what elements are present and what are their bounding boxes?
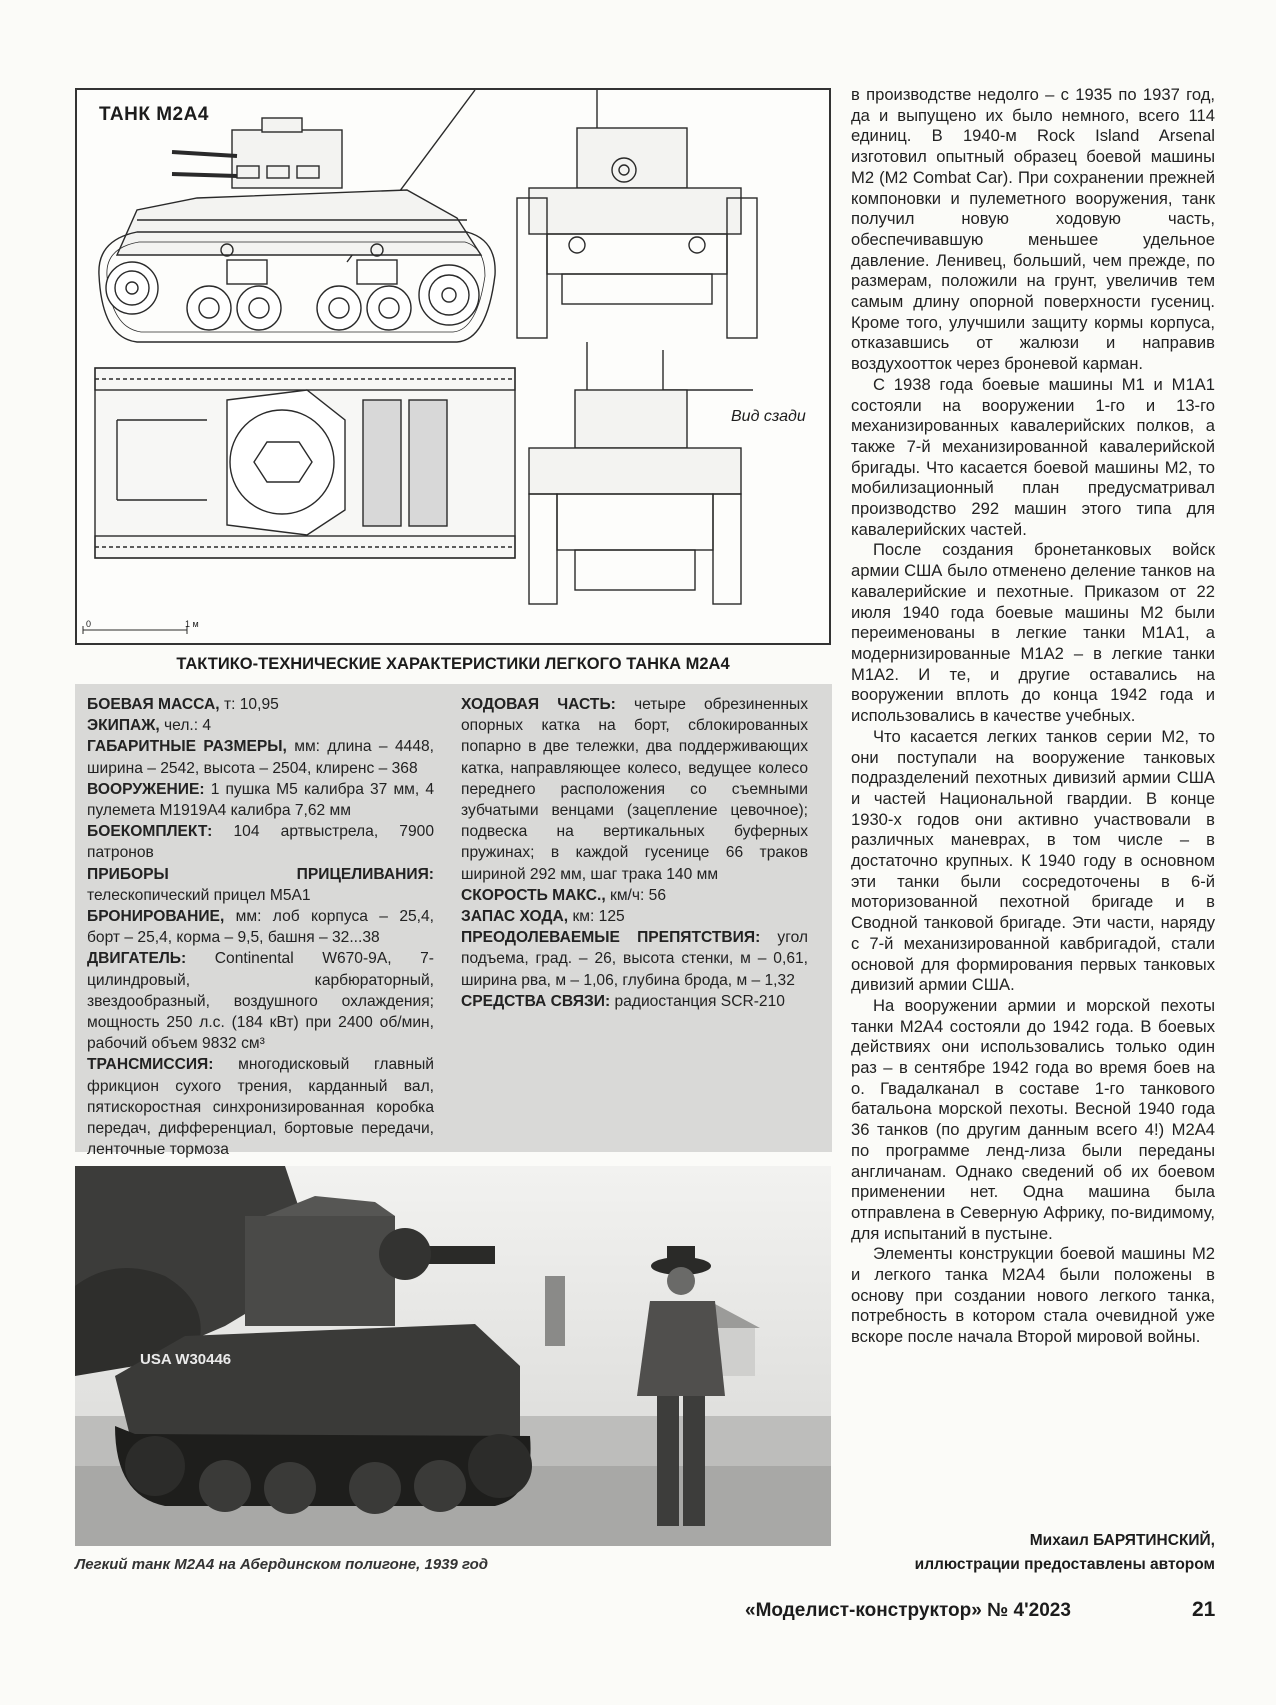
- ttx-transmission: [87, 1054, 434, 1160]
- top-view: [95, 368, 515, 558]
- ttx-dims-value: мм: длина – 4448, ширина – 2542, высота – 2504, клиренс – 368: [87, 738, 434, 777]
- ttx-ammo: [87, 821, 434, 863]
- article-text: [851, 85, 1215, 1348]
- ttx-comm: [461, 991, 808, 1012]
- ttx-obstacles: [461, 927, 808, 991]
- ttx-chassis: [461, 694, 808, 885]
- rear-view-label: Вид сзади: [731, 408, 806, 425]
- ttx-range-value: км: 125: [568, 908, 625, 926]
- author-name: Михаил БАРЯТИНСКИЙ,: [1029, 1532, 1215, 1549]
- tank-blueprint: [75, 88, 831, 645]
- ttx-armor: [87, 906, 434, 948]
- ttx-sight-label: ПРИБОРЫ ПРИЦЕЛИВАНИЯ:: [87, 865, 434, 883]
- ttx-obst-value: угол подъема, град. – 26, высота стенки, м – 0,61, ширина рва, м – 1,06, глубина брода, м – 1,32: [461, 929, 809, 989]
- ttx-speed-value: км/ч: 56: [605, 886, 667, 904]
- ttx-chassis-value: четыре обрезиненных опорных катка на борт, сблокированных попарно в две тележки, два поддерживающих катка, направляющее колесо, ведущее колесо переднего расположения со съемными зубчатыми венцами (зацепление цевочное); подвеска на вертикальных буферных пружинах; в каждой гусенице 66 траков шириной 292 мм, шаг трака 140 мм: [461, 696, 808, 883]
- ttx-dims: [87, 736, 434, 778]
- tank-marking: USA W30446: [140, 1351, 232, 1368]
- ttx-speed: [461, 885, 808, 906]
- ttx-ammo-label: БОЕКОМПЛЕКТ:: [87, 823, 213, 841]
- scale-start: 0: [86, 619, 92, 629]
- ttx-range: [461, 906, 808, 927]
- ttx-crew: [87, 715, 434, 736]
- rear-view: [529, 342, 753, 604]
- ttx-obst-label: ПРЕОДОЛЕВАЕМЫЕ ПРЕПЯТСТВИЯ:: [461, 929, 761, 947]
- ttx-trans-value: многодисковый главный фрикцион сухого трения, карданный вал, пятискоростная синхронизированная коробка передач, дифференциал, бортовые передачи, ленточные тормоза: [87, 1056, 434, 1159]
- ttx-sight: [87, 864, 434, 906]
- ttx-title: ТАКТИКО-ТЕХНИЧЕСКИЕ ХАРАКТЕРИСТИКИ ЛЕГКОГО ТАНКА М2А4: [176, 655, 730, 673]
- ttx-dims-label: ГАБАРИТНЫЕ РАЗМЕРЫ,: [87, 738, 287, 756]
- photo-caption: Легкий танк М2А4 на Абердинском полигоне, 1939 год: [75, 1556, 489, 1573]
- ttx-arm-value: 1 пушка М5 калибра 37 мм, 4 пулемета М1919А4 калибра 7,62 мм: [87, 780, 434, 820]
- side-view: [99, 90, 495, 342]
- ttx-engine: [87, 948, 434, 1054]
- paragraph-4: Что касается легких танков серии М2, то они поступали на вооружение танковых подразделений пехотных дивизий армии США и частей Национальной гвардии. В конце 1930-х годов они активно участвовали в различных маневрах, в том числе – в достаточно крупных. К 1940 году в основном эти танки были сосредоточены в 6-й моторизованной пехотной бригаде и в Сводной танковой бригаде. Эти части, наряду с 7-й механизированной кавбригадой, стали основой для формирования первых танковых дивизий армии США.: [851, 726, 1215, 995]
- tank-photo: [75, 1166, 831, 1546]
- ttx-armor-label: БРОНИРОВАНИЕ,: [87, 908, 225, 926]
- ttx-mass-label: БОЕВАЯ МАССА,: [87, 696, 220, 713]
- front-view: [517, 90, 757, 338]
- ttx-mass: [87, 694, 434, 715]
- ttx-crew-label: ЭКИПАЖ,: [87, 717, 160, 735]
- ttx-armor-value: мм: лоб корпуса – 25,4, борт – 25,4, корма – 9,5, башня – 32...38: [87, 908, 434, 947]
- tank-photo-image: [75, 1166, 831, 1546]
- ttx-chassis-label: ХОДОВАЯ ЧАСТЬ:: [461, 696, 616, 713]
- ttx-arm-label: ВООРУЖЕНИЕ:: [87, 780, 205, 798]
- ttx-table: [75, 684, 832, 1159]
- paragraph-6: Элементы конструкции боевой машины М2 и легкого танка М2А4 были положены в основу при создании нового легкого танка, потребность в котором стала очевидной уже вскоре после начала Второй мировой войны.: [851, 1244, 1215, 1347]
- scale-bar: [83, 626, 187, 634]
- author-credit: иллюстрации предоставлены автором: [914, 1556, 1215, 1573]
- paragraph-1: в производстве недолго – с 1935 по 1937 год, да и выпущено их было немного, всего 114 единиц. В 1940-м Rock Island Arsenal изготовил опытный образец боевой машины М2 (М2 Combat Car). При сохранении прежней компоновки и пулеметного вооружения, танк получил новую ходовую часть, обеспечивавшую меньшее удельное давление. Ленивец, больший, чем прежде, по размерам, положили на грунт, увеличив тем самым длину опорной поверхности гусениц. Кроме того, улучшили защиту кормы корпуса, отказавшись от жалюзи и направив воздухоотток через броневой карман.: [851, 85, 1215, 374]
- ttx-comm-value: радиостанция SCR-210: [610, 992, 785, 1010]
- ttx-left-column: [87, 694, 434, 1160]
- ttx-mass-value: т: 10,95: [219, 696, 279, 713]
- blueprint-title: ТАНК М2А4: [99, 104, 209, 125]
- ttx-engine-label: ДВИГАТЕЛЬ:: [87, 950, 187, 968]
- ttx-ammo-value: 104 артвыстрела, 7900 патронов: [87, 823, 434, 862]
- ttx-armament: [87, 779, 434, 821]
- scale-end: 1 м: [185, 619, 199, 629]
- paragraph-3: После создания бронетанковых войск армии США было отменено деление танков на кавалерийские и пехотные. Приказом от 22 июля 1940 года боевые машины М2 были переименованы в легкие танки М1А1, а модернизированные М1А2 – в легкие танки М1А2. И те, и другие оставались на вооружении вплоть до конца 1942 года и использовались в качестве учебных.: [851, 540, 1215, 726]
- ttx-engine-value: Continental W670-9A, 7-цилиндровый, карбюраторный, звездообразный, воздушного охлаждения; мощность 250 л.с. (184 кВт) при 2400 об/мин, рабочий объем 9832 см³: [87, 950, 434, 1053]
- ttx-crew-value: чел.: 4: [159, 717, 212, 735]
- ttx-speed-label: СКОРОСТЬ МАКС.,: [461, 886, 606, 904]
- page-number: 21: [1192, 1598, 1216, 1621]
- paragraph-5: На вооружении армии и морской пехоты танки М2А4 состояли до 1942 года. В боевых действиях они использовались только один раз – в сентябре 1942 года во время боев на о. Гвадалканал в составе 1-го танкового батальона морской пехоты. Весной 1940 года 36 танков (по другим данным всего 4!) М2А4 по программе ленд-лиза были переданы англичанам. Однако сведений об их боевом применении нет. Одна машина была отправлена в Северную Африку, по-видимому, для испытаний в пустыне.: [851, 995, 1215, 1243]
- ttx-right-column: [461, 694, 808, 1012]
- ttx-trans-label: ТРАНСМИССИЯ:: [87, 1056, 214, 1074]
- magazine-footer: «Моделист-конструктор» № 4'2023: [745, 1600, 1071, 1621]
- ttx-range-label: ЗАПАС ХОДА,: [461, 908, 569, 926]
- ttx-sight-value: телескопический прицел М5А1: [87, 886, 311, 904]
- ttx-comm-label: СРЕДСТВА СВЯЗИ:: [461, 992, 611, 1010]
- paragraph-2: С 1938 года боевые машины М1 и М1А1 состояли на вооружении 1-го и 13-го механизированных кавалерийских полков, а также 7-й механизированной кавалерийской бригады. Что касается боевой машины М2, то мобилизационный план предусматривал производство 292 машин этого типа для кавалерийских частей.: [851, 374, 1215, 539]
- blueprint-drawing: [77, 90, 829, 643]
